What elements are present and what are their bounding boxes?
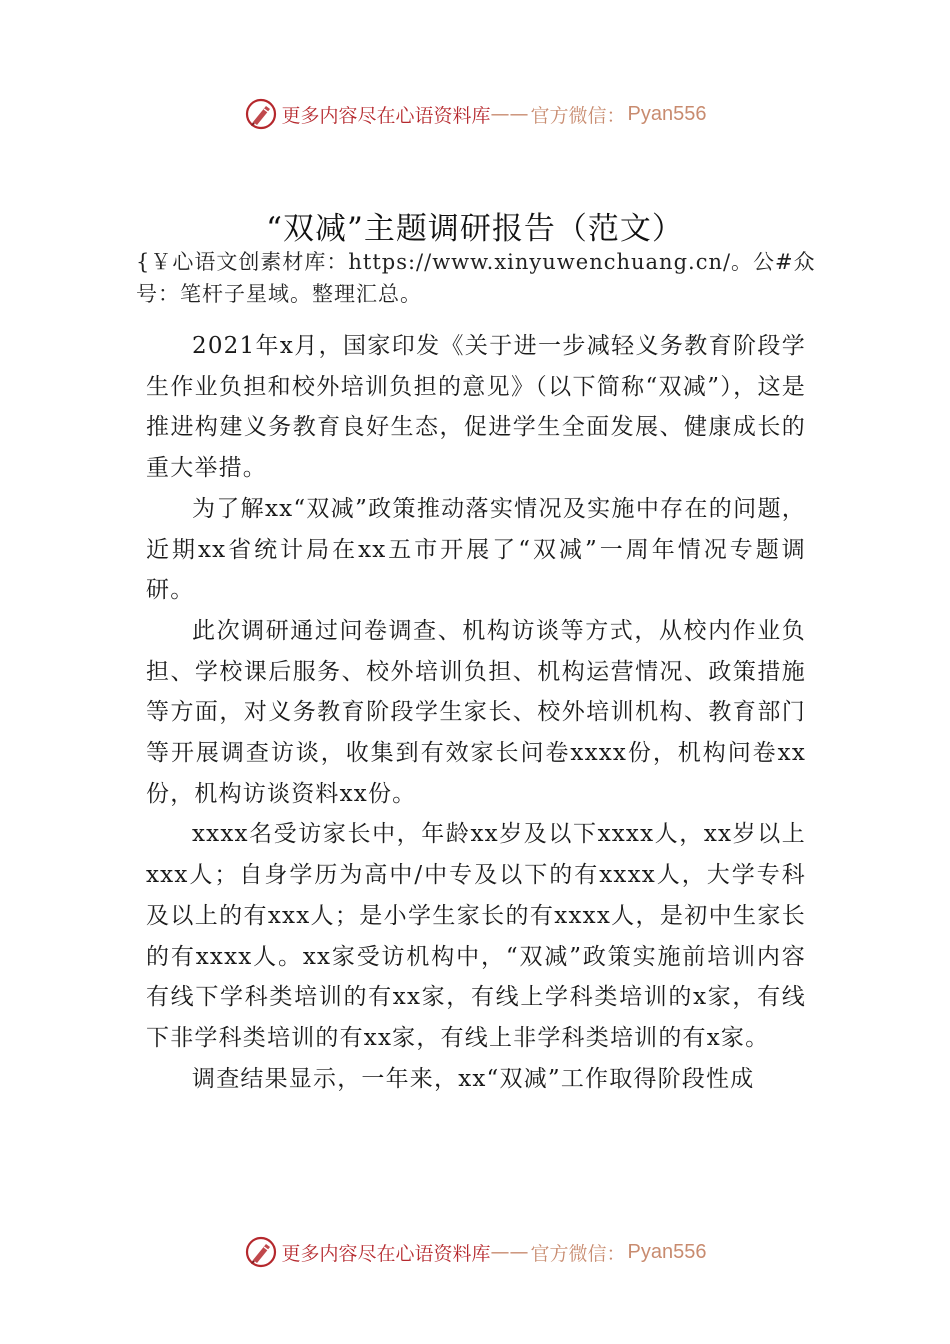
banner-separator: —— bbox=[490, 103, 529, 125]
paragraph: xxxx名受访家长中，年龄xx岁及以下xxxx人，xx岁以上xxx人；自身学历为高中/中专及以下的有xxxx人，大学专科及以上的有xxx人；是小学生家长的有xxxx人，是初中生家长的有xxxx人。xx家受访机构中，“双减”政策实施前培训内容有线下学科类培训的有xx家，有线上学科类培训的x家，有线下非学科类培训的有xx家，有线上非学科类培训的有x家。 bbox=[146, 821, 806, 1051]
header-banner bbox=[0, 94, 950, 134]
footer-banner bbox=[0, 1232, 950, 1272]
pen-nib-logo-icon bbox=[244, 97, 278, 131]
banner-wechat-label: 官方微信： bbox=[530, 1242, 626, 1265]
document-title: “双减”主题调研报告（范文） bbox=[266, 211, 684, 247]
banner-separator: —— bbox=[490, 1241, 529, 1263]
paragraph: 为了解xx“双减”政策推动落实情况及实施中存在的问题，近期xx省统计局在xx五市开展了“双减”一周年情况专题调研。 bbox=[146, 495, 806, 604]
banner-main-text: 更多内容尽在心语资料库 bbox=[281, 104, 491, 127]
banner-wechat-id: Pyan556 bbox=[627, 1240, 707, 1263]
paragraph: 2021年x月，国家印发《关于进一步减轻义务教育阶段学生作业负担和校外培训负担的意见》（以下简称“双减”），这是推进构建义务教育良好生态，促进学生全面发展、健康成长的重大举措。 bbox=[146, 333, 806, 482]
paragraph: 调查结果显示，一年来，xx“双减”工作取得阶段性成 bbox=[192, 1065, 755, 1092]
banner-wechat-label: 官方微信： bbox=[530, 104, 626, 127]
pen-nib-logo-icon bbox=[244, 1235, 278, 1269]
source-note: {￥心语文创素材库：https://www.xinyuwenchuang.cn/。公#众号：笔杆子星域。整理汇总。 bbox=[136, 250, 816, 306]
banner-wechat-id: Pyan556 bbox=[627, 102, 707, 125]
paragraph: 此次调研通过问卷调查、机构访谈等方式，从校内作业负担、学校课后服务、校外培训负担、机构运营情况、政策措施等方面，对义务教育阶段学生家长、校外培训机构、教育部门等开展调查访谈，收集到有效家长问卷xxxx份，机构问卷xx份，机构访谈资料xx份。 bbox=[146, 617, 806, 807]
document-body bbox=[146, 326, 806, 1099]
banner-main-text: 更多内容尽在心语资料库 bbox=[281, 1242, 491, 1265]
